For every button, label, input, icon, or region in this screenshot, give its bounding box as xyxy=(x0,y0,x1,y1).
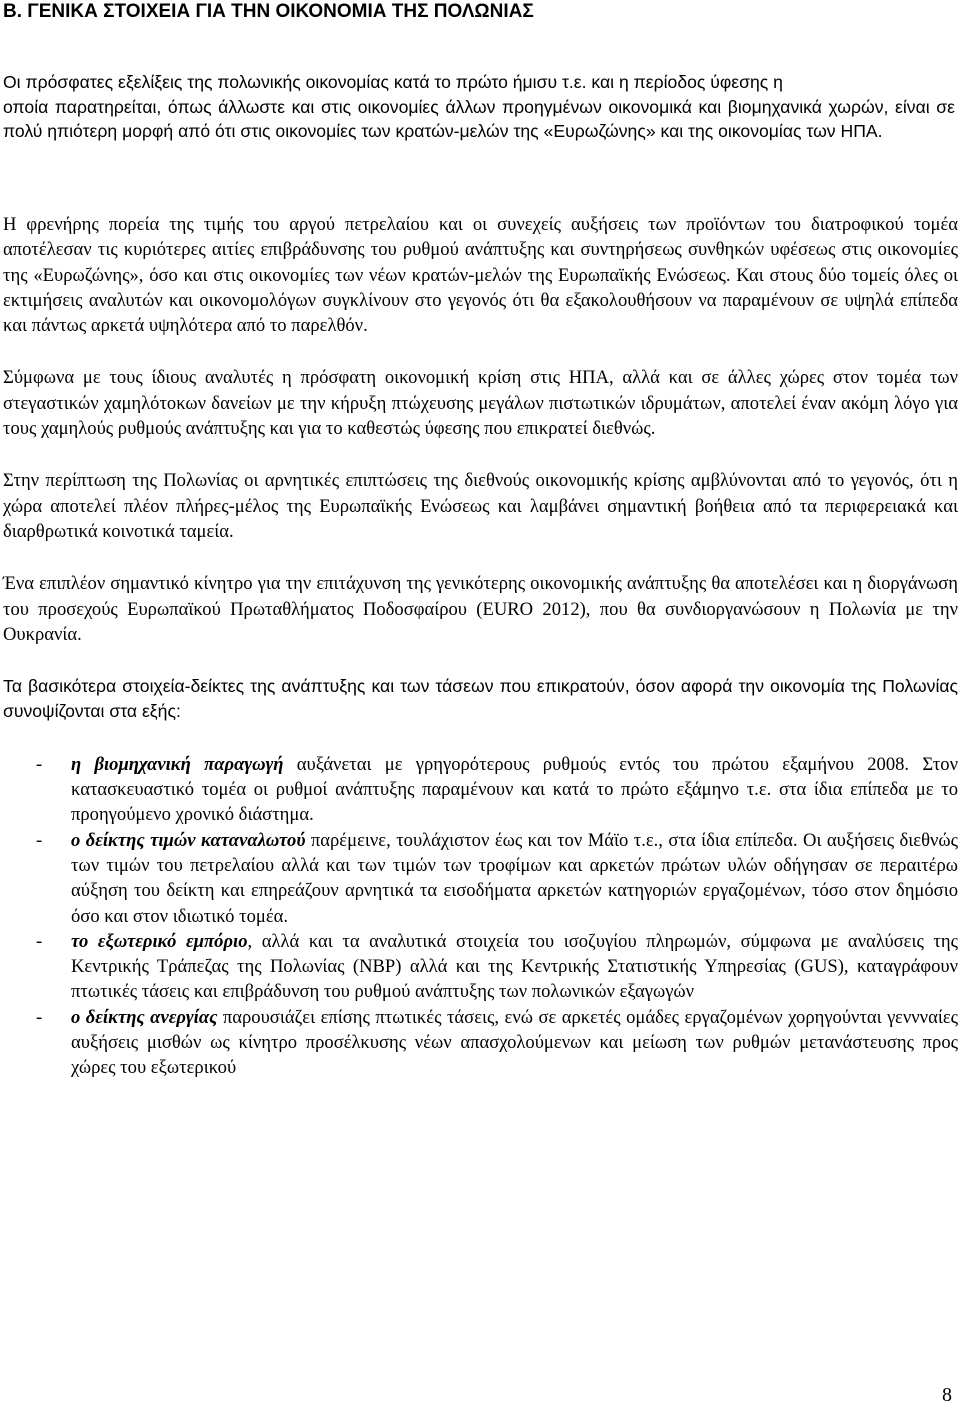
list-dash: - xyxy=(36,930,43,952)
page-number: 8 xyxy=(942,1384,952,1406)
section-heading: Β. ΓΕΝΙΚΑ ΣΤΟΙΧΕΙΑ ΓΙΑ ΤΗΝ ΟΙΚΟΝΟΜΙΑ ΤΗΣ ΠΟΛΩΝΙΑΣ xyxy=(3,1,534,22)
list-dash: - xyxy=(36,1006,43,1028)
paragraph-euro-2012: Ένα επιπλέον σημαντικό κίνητρο για την επιτάχυνση της γενικότερης οικονομικής ανάπτυξης θα αποτελέσει και η διοργάνωση του προσεχούς Ευρωπαϊκού Πρωταθλήματος Ποδοσφαίρου (EURO 2012), που θα συνδιοργανώσουν η Πολωνία με την Ουκρανία. xyxy=(3,573,958,645)
list-item xyxy=(3,929,958,1005)
list-item xyxy=(3,1005,958,1081)
list-item-text: παρουσιάζει επίσης πτωτικές τάσεις, ενώ σε αρκετές ομάδες εργαζομένων χορηγούνται γεννναίες αυξήσεις μισθών ως κίνητρο προσέλκυσης νέων απασχολούμενων και μείωση των ρυθμών μετανάστευσης προς χώρες του εξωτερικού xyxy=(71,1006,958,1079)
list-item-text: αυξάνεται με γρηγορότερους ρυθμούς εντός του πρώτου εξαμήνου 2008. Στον κατασκευαστικό τομέα οι ρυθμοί ανάπτυξης παραμένουν και κατά το πρώτο εξάμηνο τ.ε. στα ίδια επίπεδα με το προηγούμενο χρονικό διάστημα. xyxy=(71,753,958,826)
list-item-term: το εξωτερικό εμπόριο xyxy=(71,930,248,952)
list-item xyxy=(3,752,958,828)
indicator-list xyxy=(3,752,958,1081)
intro-rest: οποία παρατηρείται, όπως άλλωστε και στις οικονομίες άλλων προηγμένων οικονομικά και βιομηχανικά χωρών, είναι σε πολύ ηπιότερη μορφή από ότι στις οικονομίες των κρατών-μελών της «Ευρωζώνης» και της οικονομίας των ΗΠΑ. xyxy=(3,96,955,141)
paragraph-oil-prices: Η φρενήρης πορεία της τιμής του αργού πετρελαίου και οι συνεχείς αυξήσεις των προϊόντων του διατροφικού τομέα αποτέλεσαν τις κυριότερες αιτίες επιβράδυνσης του ρυθμού ανάπτυξης και συντηρήσεως συνθηκών υφέσεως στις οικονομίες της «Ευρωζώνης», όσο και στις οικονομίες των νέων κρατών-μελών της Ευρωπαϊκής Ενώσεως. Και στους δύο τομείς όλες οι εκτιμήσεις αναλυτών και οικονομολόγων συγκλίνουν στο γεγονός ότι θα εξακολουθήσουν να παραμένουν σε υψηλά επίπεδα και πάντως αρκετά υψηλότερα από το παρελθόν. xyxy=(3,214,958,337)
list-item-text: , αλλά και τα αναλυτικά στοιχεία του ισοζυγίου πληρωμών, σύμφωνα με αναλύσεις της Κεντρικής Τράπεζας της Πολωνίας (NBP) αλλά και της Κεντρικής Στατιστικής Υπηρεσίας (GUS), καταγράφουν πτωτικές τάσεις και επιβράδυνση του ρυθμού ανάπτυξης των πολωνικών εξαγωγών xyxy=(71,930,958,1003)
list-item-text: παρέμεινε, τουλάχιστον έως και τον Μάϊο τ.ε., στα ίδια επίπεδα. Οι αυξήσεις διεθνώς των τιμών του πετρελαίου αλλά και των τιμών των τροφίμων και αρκετών πρώτων υλών οδήγησαν σε περαιτέρω αύξηση του δείκτη και επηρεάζουν αρνητικά τα εισοδήματα αρκετών κατηγοριών εργαζομένων, τόσο στον δημόσιο όσο και στον ιδιωτικό τομέα. xyxy=(71,829,958,927)
list-dash: - xyxy=(36,829,43,851)
intro-first-line: Οι πρόσφατες εξελίξεις της πολωνικής οικονομίας κατά το πρώτο ήμισυ τ.ε. και η περίοδος ύφεσης η xyxy=(3,72,783,92)
list-item xyxy=(3,828,958,929)
paragraph-poland-eu: Στην περίπτωση της Πολωνίας οι αρνητικές επιπτώσεις της διεθνούς οικονομικής κρίσης αμβλύνονται από το γεγονός, ότι η χώρα αποτελεί πλέον πλήρες-μέλος της Ευρωπαϊκής Ενώσεως και λαμβάνει σημαντική βοήθεια από τα περιφερειακά και διαρθρωτικά κοινοτικά ταμεία. xyxy=(3,470,958,542)
document-body xyxy=(3,212,958,1081)
list-item-term: η βιομηχανική παραγωγή xyxy=(71,753,284,775)
paragraph-indicators-intro: Τα βασικότερα στοιχεία-δείκτες της ανάπτυξης και των τάσεων που επικρατούν, όσον αφορά την οικονομία της Πολωνίας συνοψίζονται στα εξής: xyxy=(3,676,958,722)
list-dash: - xyxy=(36,753,43,775)
list-item-term: ο δείκτης ανεργίας xyxy=(71,1006,218,1028)
list-item-term: ο δείκτης τιμών καταναλωτού xyxy=(71,829,306,851)
intro-paragraph xyxy=(3,70,955,144)
paragraph-us-crisis: Σύμφωνα με τους ίδιους αναλυτές η πρόσφατη οικονομική κρίση στις ΗΠΑ, αλλά και σε άλλες χώρες στον τομέα των στεγαστικών χαμηλότοκων δανείων με την κήρυξη πτώχευσης μεγάλων πιστωτικών ιδρυμάτων, αποτελεί έναν ακόμη λόγο για τους χαμηλούς ρυθμούς ανάπτυξης και για το καθεστώς ύφεσης που επικρατεί διεθνώς. xyxy=(3,367,958,440)
